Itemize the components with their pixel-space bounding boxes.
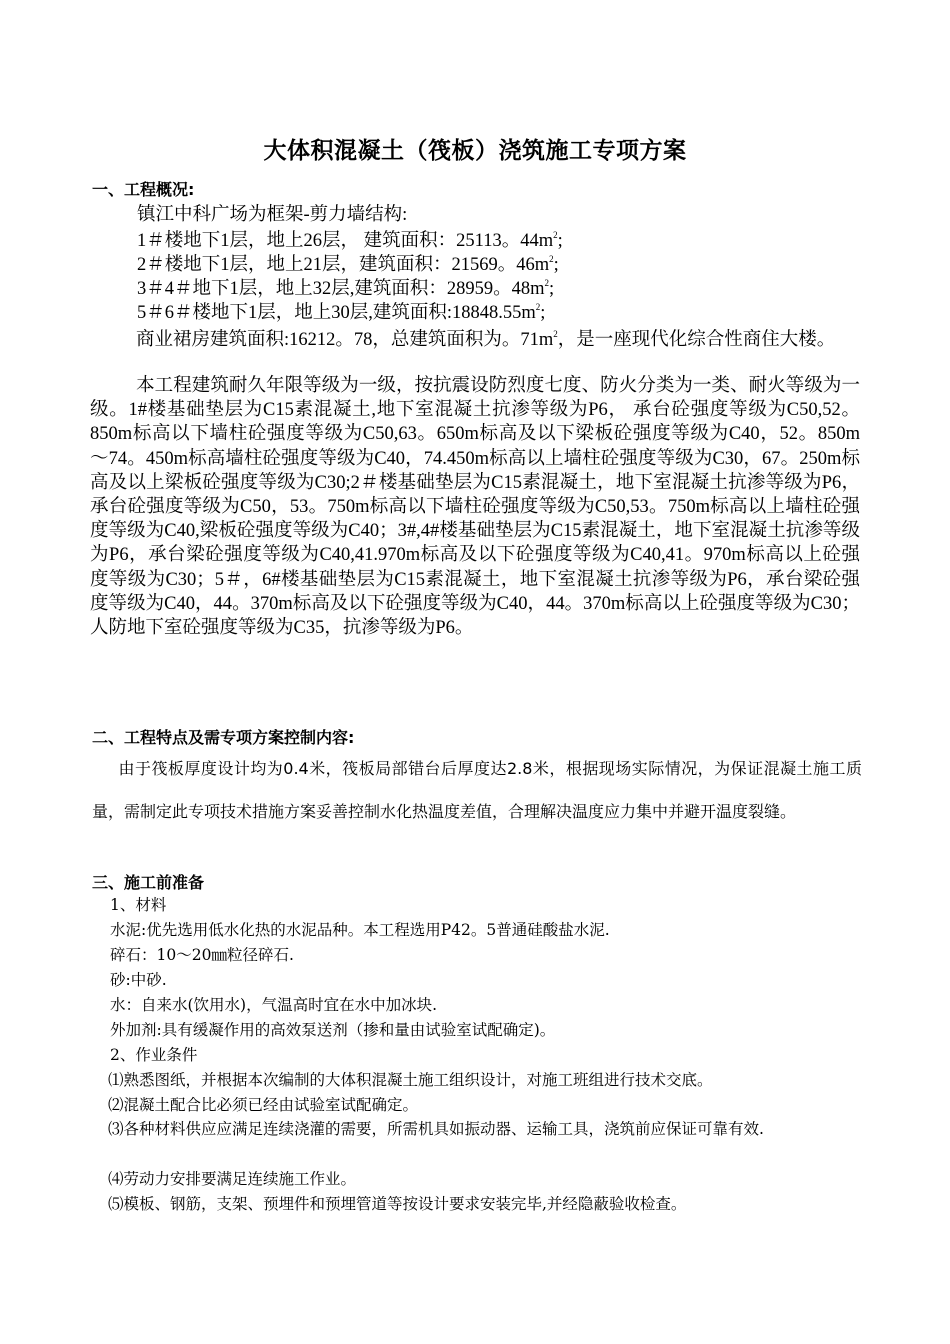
section-2-heading: 二、工程特点及需专项方案控制内容: [92,728,355,747]
section-1-heading: 一、工程概况: [92,180,195,199]
condition-4: ⑷劳动力安排要满足连续施工作业。 [108,1170,357,1188]
section-2-paragraph-text: 由于筏板厚度设计均为0.4米，筏板局部错台后厚度达2.8米，根据现场实际情况，为保证混凝土施工质量，需制定此专项技术措施方案妥善控制水化热温度差值，合理解决温度应力集中并避开温度裂缝。 [92,759,862,821]
commercial-area-text: 商业裙房建筑面积:16212。78，总建筑面积为。71m [136,330,554,350]
condition-5: ⑸模板、钢筋，支架、预埋件和预埋管道等按设计要求安装完毕,并经隐蔽验收检查。 [108,1195,687,1213]
materials-subheading: 1、材料 [110,896,167,914]
building-2-text: 2＃楼地下1层，地上21层，建筑面积：21569。46m [137,255,550,275]
semicolon: ; [540,303,546,323]
section-3-heading: 三、施工前准备 [92,873,205,892]
condition-3: ⑶各种材料供应应满足连续浇灌的需要，所需机具如振动器、运输工具，浇筑前应保证可靠有效. [108,1120,764,1138]
semicolon: ; [549,279,555,299]
conditions-subheading: 2、作业条件 [110,1046,198,1064]
commercial-area-info [90,322,860,352]
material-sand: 砂:中砂. [110,971,167,989]
superscript: 2 [553,329,558,339]
superscript: 2 [544,278,550,288]
superscript: 2 [535,302,541,312]
section-2-paragraph [92,747,862,833]
section-1-paragraph-text: 本工程建筑耐久年限等级为一级，按抗震设防烈度七度、防火分类为一类、耐火等级为一级。1#楼基础垫层为C15素混凝土,地下室混凝土抗渗等级为P6， 承台砼强度等级为C50,52。850m标高以下墙柱砼强度等级为C50,63。650m标高及以下梁板砼强度等级为C40，52。850m ～74。450m标高墙柱砼强度等级为C40，74.450m标高以上墙柱砼强度等级为C30，67。250m标高及以上梁板砼强度等级为C30;2＃楼基础垫层为C15素混凝土，地下室混凝土抗渗等级为P6，承台砼强度等级为C50，53。750m标高以下墙柱砼强度等级为C50,53。750m标高以上墙柱砼强度等级为C40,梁板砼强度等级为C40；3#,4#楼基础垫层为C15素混凝土，地下室混凝土抗渗等级为P6，承台梁砼强度等级为C40,41.970m标高及以下砼强度等级为C40,41。970m标高以上砼强度等级为C30；5＃，6#楼基础垫层为C15素混凝土，地下室混凝土抗渗等级为P6，承台梁砼强度等级为C40，44。370m标高及以下砼强度等级为C40，44。370m标高以上砼强度等级为C30；人防地下室砼强度等级为C35，抗渗等级为P6。 [90,376,860,639]
building-1-text: 1＃楼地下1层，地上26层， 建筑面积：25113。44m [137,231,554,251]
superscript: 2 [553,230,558,240]
material-water: 水：自来水(饮用水)，气温高时宜在水中加冰块. [110,996,438,1014]
project-intro: 镇江中科广场为框架-剪力墙结构: [137,205,408,225]
building-3-4-info [137,274,554,300]
material-cement: 水泥:优先选用低水化热的水泥品种。本工程选用P42。5普通硅酸盐水泥. [110,921,610,939]
building-5-6-info [137,298,545,324]
condition-2: ⑵混凝土配合比必须已经由试验室试配确定。 [108,1096,419,1114]
building-1-info [137,226,563,252]
building-3-4-text: 3＃4＃地下1层，地上32层,建筑面积：28959。48m [137,279,545,299]
material-gravel: 碎石：10～20㎜粒径碎石. [110,946,294,964]
semicolon: ; [557,231,563,251]
document-title: 大体积混凝土（筏板）浇筑施工专项方案 [263,138,687,163]
building-2-info [137,250,559,276]
material-admixture: 外加剂:具有缓凝作用的高效泵送剂（掺和量由试验室试配确定)。 [110,1021,556,1039]
section-1-paragraph [90,374,860,640]
semicolon: ; [553,255,559,275]
building-5-6-text: 5＃6＃楼地下1层，地上30层,建筑面积:18848.55m [137,303,536,323]
superscript: 2 [549,254,554,264]
commercial-area-tail: ，是一座现代化综合性商住大楼。 [557,330,836,350]
condition-1: ⑴熟悉图纸，并根据本次编制的大体积混凝土施工组织设计，对施工班组进行技术交底。 [108,1071,713,1089]
